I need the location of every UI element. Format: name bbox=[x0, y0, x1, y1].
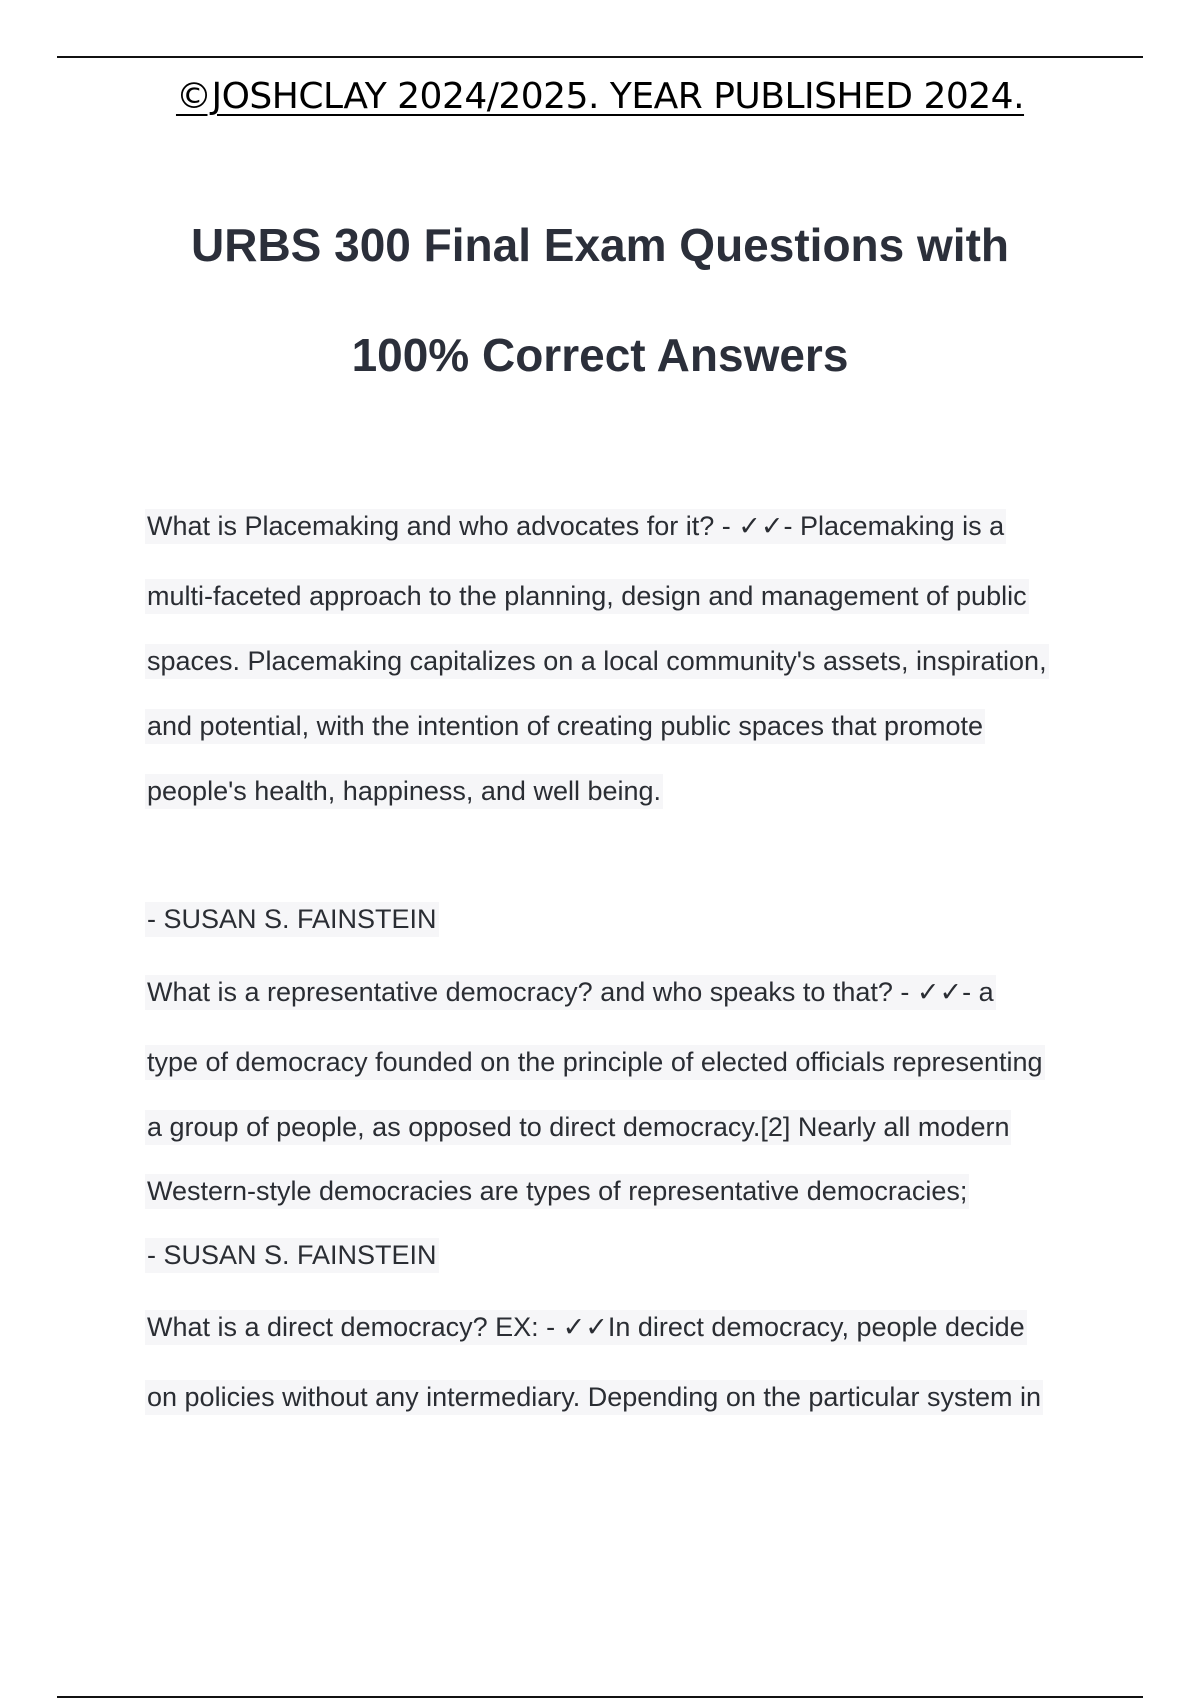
answer-2-line-4: Western-style democracies are types of representative democracies; bbox=[145, 1174, 969, 1209]
bottom-rule bbox=[57, 1696, 1143, 1698]
answer-2-line-3: a group of people, as opposed to direct democracy.[2] Nearly all modern bbox=[145, 1110, 1011, 1145]
answer-1-line-5: people's health, happiness, and well being. bbox=[145, 774, 663, 809]
answer-1-line-4: and potential, with the intention of creating public spaces that promote bbox=[145, 709, 985, 744]
answer-1-line-2: multi-faceted approach to the planning, design and management of public bbox=[145, 579, 1029, 614]
copyright-header bbox=[0, 76, 1200, 117]
answer-1-attribution: - SUSAN S. FAINSTEIN bbox=[145, 902, 439, 937]
top-rule bbox=[57, 56, 1143, 58]
question-2-line-1: What is a representative democracy? and who speaks to that? - ✓✓- a bbox=[145, 975, 996, 1010]
answer-1-line-3: spaces. Placemaking capitalizes on a local community's assets, inspiration, bbox=[145, 644, 1049, 679]
answer-2-line-2: type of democracy founded on the principle of elected officials representing bbox=[145, 1045, 1045, 1080]
question-3-line-1: What is a direct democracy? EX: - ✓✓In direct democracy, people decide bbox=[145, 1310, 1027, 1345]
question-1-line-1: What is Placemaking and who advocates for it? - ✓✓- Placemaking is a bbox=[145, 509, 1006, 544]
answer-2-attribution: - SUSAN S. FAINSTEIN bbox=[145, 1238, 439, 1273]
copyright-text: ©JOSHCLAY 2024/2025. YEAR PUBLISHED 2024. bbox=[175, 76, 1025, 117]
document-title-line-2: 100% Correct Answers bbox=[351, 329, 849, 381]
document-title-line-1: URBS 300 Final Exam Questions with bbox=[191, 219, 1009, 271]
answer-3-line-2: on policies without any intermediary. Depending on the particular system in bbox=[145, 1380, 1043, 1415]
